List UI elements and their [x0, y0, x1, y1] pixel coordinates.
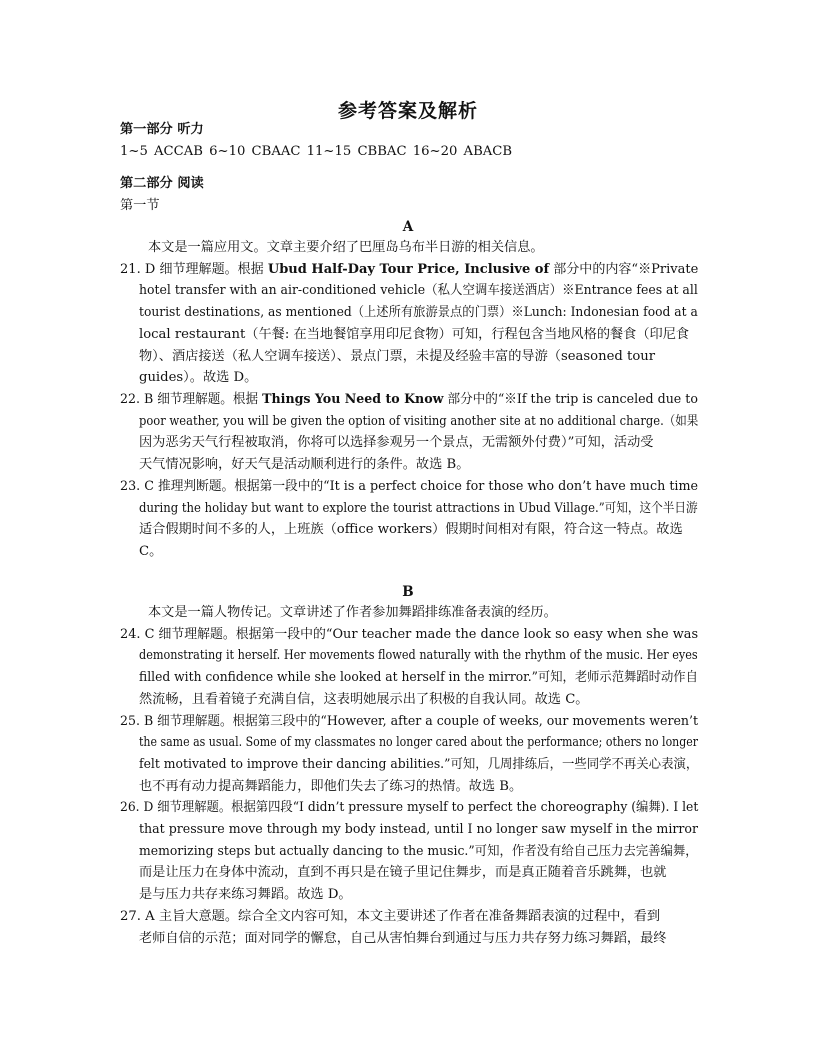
- q21-line-3: tourist destinations, as mentioned（上述所有旅游景点的门票）※Lunch: Indonesian food at a: [139, 305, 698, 320]
- q25-line-3: felt motivated to improve their dancing abilities.”可知，几周排练后，一些同学不再关心表演，: [139, 757, 699, 772]
- q23-line-1: 23. C 推理判断题。根据第一段中的“It is a perfect choice for those who don’t have much time: [120, 479, 699, 494]
- q21-line-1: [120, 259, 698, 281]
- q22-intro: 22. B 细节理解题。根据: [120, 392, 263, 407]
- q21-line-2: hotel transfer with an air-conditioned vehicle（私人空调车接送酒店）※Entrance fees at all: [139, 283, 698, 298]
- q22-line-2: poor weather, you will be given the option of visiting another site at no additional charge.（如果: [139, 414, 699, 429]
- q23-line-3: 适合假期时间不多的人，上班族（office workers）假期时间相对有限，符合这一特点。故选: [139, 522, 683, 537]
- q26-line-4: 而是让压力在身体中流动，直到不再只是在镜子里记住舞步，而是真正随着音乐跳舞，也就: [139, 865, 667, 880]
- q26-line-3: memorizing steps but actually dancing to the music.”可知，作者没有给自己压力去完善编舞，: [139, 844, 698, 859]
- q21-line-4: local restaurant（午餐: 在当地餐馆享用印尼食物）可知，行程包含当地风格的餐食（印尼食: [139, 327, 690, 342]
- section-heading: 第一节: [120, 198, 160, 213]
- q23-line-2: during the holiday but want to explore the tourist attractions in Ubud Village.”可知，这个半日游: [139, 501, 698, 516]
- passage-a-letter: A: [402, 219, 414, 235]
- q25-line-2: the same as usual. Some of my classmates no longer cared about the performance; others no longer: [139, 735, 699, 750]
- q26-line-5: 是与压力共存来练习舞蹈。故选 D。: [139, 887, 352, 902]
- q22-line-3: 因为恶劣天气行程被取消，你将可以选择参观另一个景点，无需额外付费）”可知，活动受: [139, 435, 654, 450]
- q21-quote-start: 部分中的内容“※Private: [549, 262, 699, 277]
- q21-intro: 21. D 细节理解题。根据: [120, 262, 268, 277]
- part2-heading: 第二部分 阅读: [120, 176, 204, 191]
- listening-answers: 1~5 ACCAB 6~10 CBAAC 11~15 CBBAC 16~20 ABACB: [120, 144, 513, 159]
- passage-a-summary: 本文是一篇应用文。文章主要介绍了巴厘岛乌布半日游的相关信息。: [148, 240, 544, 255]
- q24-line-4: 然流畅，且看着镜子充满自信，这表明她展示出了积极的自我认同。故选 C。: [139, 692, 589, 707]
- q25-line-1: 25. B 细节理解题。根据第三段中的“However, after a couple of weeks, our movements weren’t: [120, 714, 699, 729]
- page-title: 参考答案及解析: [337, 100, 478, 122]
- q21-section-name: Ubud Half-Day Tour Price, Inclusive of: [267, 262, 550, 277]
- q22-line-1: [120, 389, 698, 411]
- q26-line-1: 26. D 细节理解题。根据第四段“I didn’t pressure myself to perfect the choreography (编舞). I let: [120, 800, 699, 815]
- part1-heading: 第一部分 听力: [120, 122, 204, 137]
- q27-line-2: 老师自信的示范；面对同学的懈怠，自己从害怕舞台到通过与压力共存努力练习舞蹈，最终: [139, 931, 667, 946]
- q24-line-1: 24. C 细节理解题。根据第一段中的“Our teacher made the dance look so easy when she was: [120, 627, 699, 642]
- q21-line-6: guides）。故选 D。: [139, 370, 258, 385]
- q22-section-name: Things You Need to Know: [262, 392, 444, 407]
- q22-quote-start: 部分中的“※If the trip is canceled due to: [443, 392, 698, 407]
- passage-b-letter: B: [402, 584, 414, 600]
- q26-line-2: that pressure move through my body instead, until I no longer saw myself in the mirror: [139, 822, 698, 837]
- q24-line-3: filled with confidence while she looked at herself in the mirror.”可知，老师示范舞蹈时动作自: [139, 670, 698, 685]
- q24-line-2: demonstrating it herself. Her movements flowed naturally with the rhythm of the music. Her eyes: [139, 648, 698, 663]
- q22-line-4: 天气情况影响，好天气是活动顺利进行的条件。故选 B。: [139, 457, 470, 472]
- q23-line-4: C。: [139, 544, 163, 559]
- passage-b-summary: 本文是一篇人物传记。文章讲述了作者参加舞蹈排练准备表演的经历。: [148, 605, 557, 620]
- q27-line-1: 27. A 主旨大意题。综合全文内容可知，本文主要讲述了作者在准备舞蹈表演的过程中，看到: [120, 909, 661, 924]
- q25-line-4: 也不再有动力提高舞蹈能力，即他们失去了练习的热情。故选 B。: [139, 779, 523, 794]
- q21-line-5: 物）、酒店接送（私人空调车接送）、景点门票，未提及经验丰富的导游（seasoned tour: [139, 349, 656, 364]
